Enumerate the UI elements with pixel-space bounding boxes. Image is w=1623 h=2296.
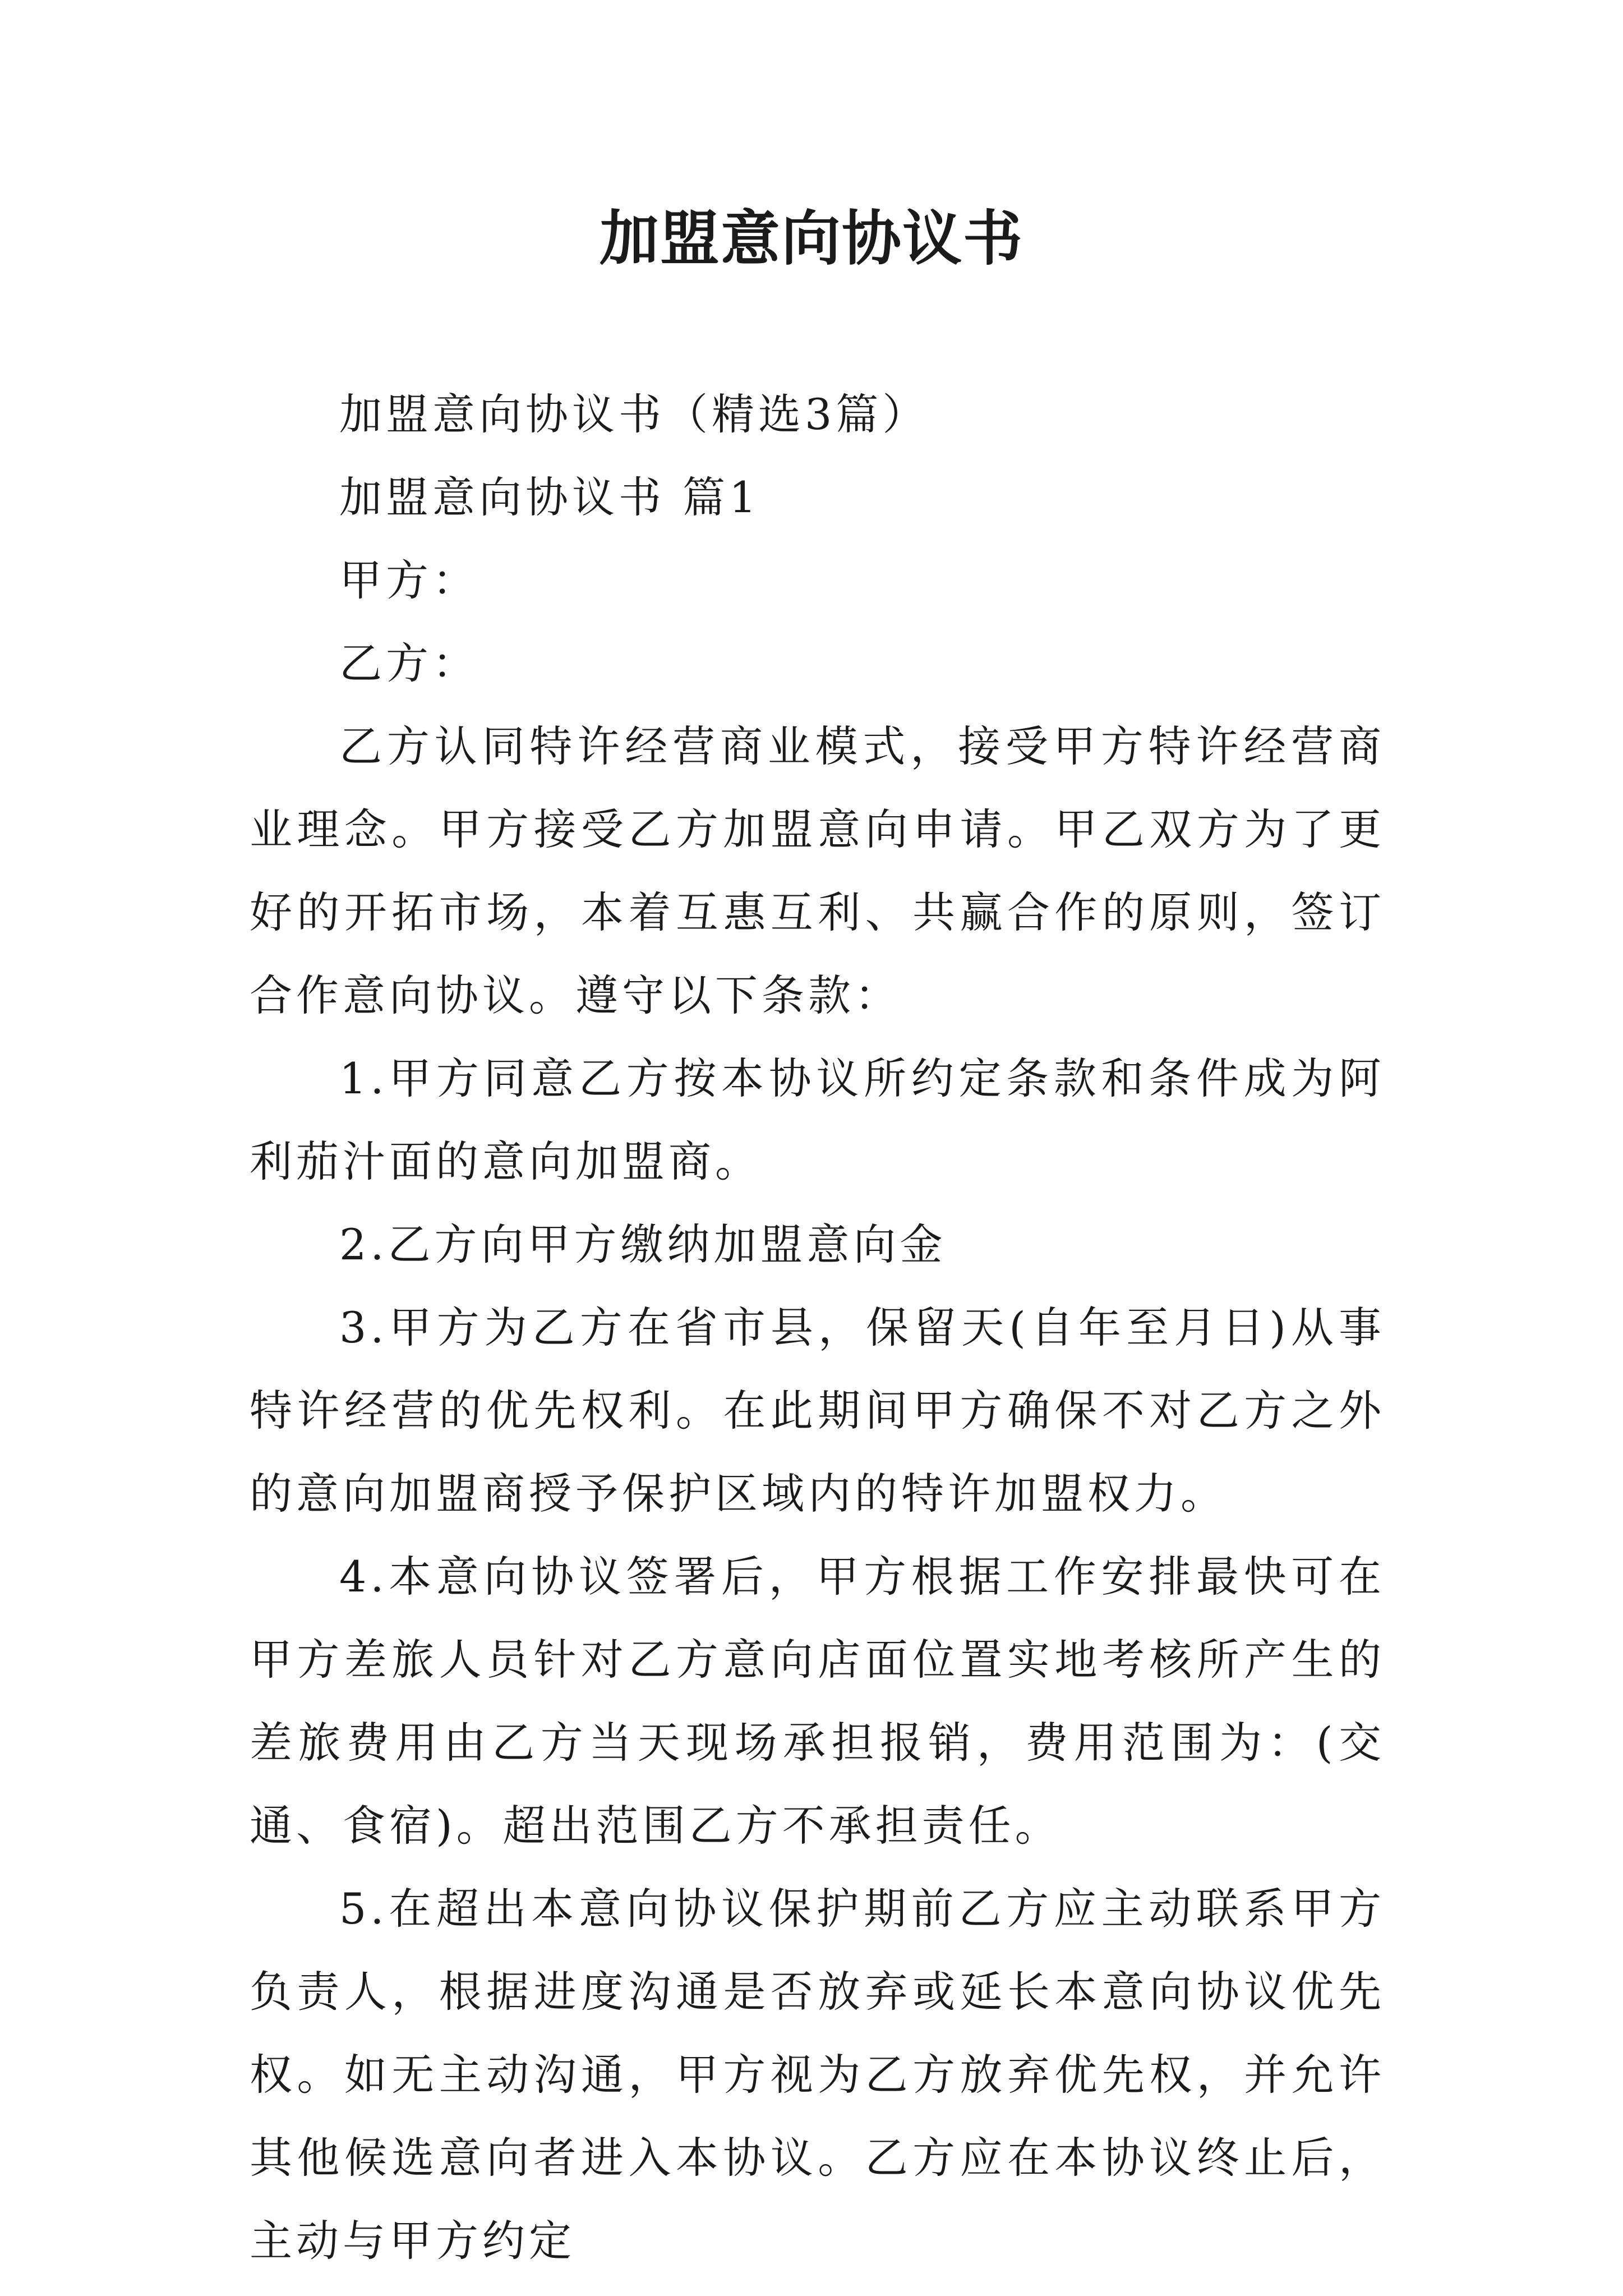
intro-paragraph: 乙方认同特许经营商业模式，接受甲方特许经营商业理念。甲方接受乙方加盟意向申请。甲乙双方为了更好的开拓市场，本着互惠互利、共赢合作的原则，签订合作意向协议。遵守以下条款： (250, 721, 1385, 1020)
section-heading: 加盟意向协议书 篇1 (339, 472, 760, 522)
clause-3: 3.甲方为乙方在省市县，保留天(自年至月日)从事特许经营的优先权利。在此期间甲方确保不对乙方之外的意向加盟商授予保护区域内的特许加盟权力。 (250, 1303, 1385, 1519)
party-b-line: 乙方： (339, 638, 479, 688)
subtitle-paragraph: 加盟意向协议书（精选3篇） (339, 389, 929, 439)
clause-1: 1.甲方同意乙方按本协议所约定条款和条件成为阿利茄汁面的意向加盟商。 (250, 1053, 1385, 1186)
clause-2: 2.乙方向甲方缴纳加盟意向金 (339, 1220, 947, 1269)
party-a-line: 甲方： (339, 555, 479, 605)
document-title: 加盟意向协议书 (600, 203, 1023, 273)
clause-5: 5.在超出本意向协议保护期前乙方应主动联系甲方负责人，根据进度沟通是否放弃或延长本意向协议优先权。如无主动沟通，甲方视为乙方放弃优先权，并允许其他候选意向者进入本协议。乙方应在本协议终止后，主动与甲方约定 (250, 1884, 1385, 2266)
clause-4: 4.本意向协议签署后，甲方根据工作安排最快可在甲方差旅人员针对乙方意向店面位置实地考核所产生的差旅费用由乙方当天现场承担报销，费用范围为：(交通、食宿)。超出范围乙方不承担责任。 (250, 1552, 1385, 1851)
document-body (250, 373, 1385, 2283)
